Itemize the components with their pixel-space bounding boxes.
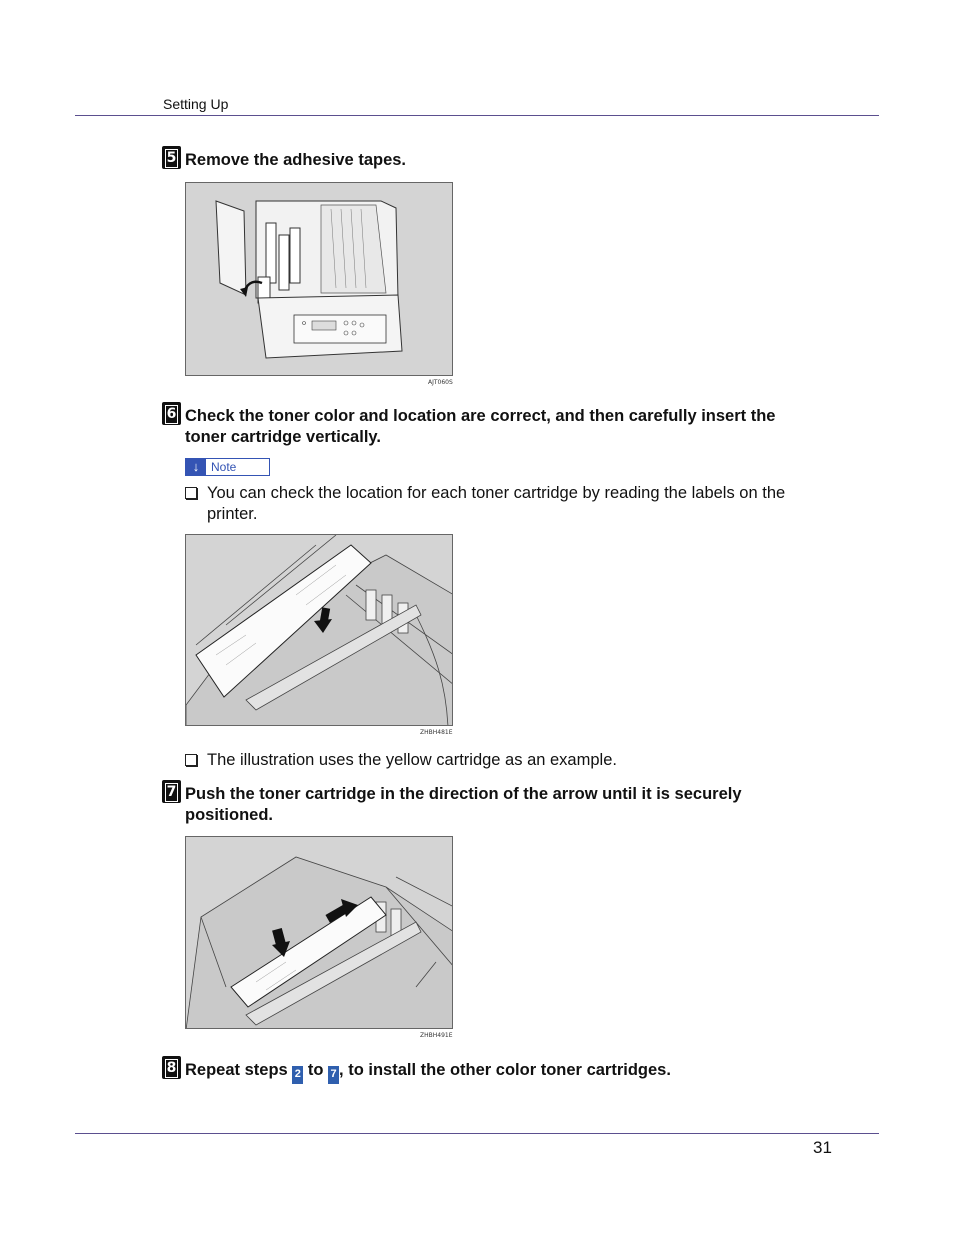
step-number-7: 7 [162,780,181,803]
step-7-text: Push the toner cartridge in the direction of the arrow until it is securely positioned. [185,785,742,824]
note-bullet-text: You can check the location for each toner cartridge by reading the labels on the printer. [207,484,786,523]
figure-code: ZHBH481E [420,729,453,736]
step-8-text: Repeat steps 2 to 7 , to install the other color toner cartridges. [185,1060,805,1084]
note-bullet-text: The illustration uses the yellow cartridge as an example. [207,751,617,769]
figure-code: ZHBH491E [420,1032,453,1039]
header-rule [75,115,879,116]
step-number-8: 8 [162,1056,181,1079]
step-5-text: Remove the adhesive tapes. [185,151,407,169]
note-header [185,458,270,476]
step-2-link[interactable]: 2 [292,1066,303,1084]
figure-code: AJT060S [428,379,453,386]
checkbox-bullet-icon [185,487,197,499]
step-number-5: 5 [162,146,181,169]
step-6-text: Check the toner color and location are correct, and then carefully insert the toner cartridge vertically. [185,407,776,446]
note-bullet [185,483,795,525]
footer-rule [75,1133,879,1134]
section-title: Setting Up [163,96,229,112]
page-number: 31 [813,1138,832,1157]
checkbox-bullet-icon [185,754,197,766]
figure-insert-cartridge [185,534,453,726]
note-label: Note [211,460,237,474]
step-number-6: 6 [162,402,181,425]
down-arrow-icon: ↓ [186,459,206,475]
note-bullet [185,750,795,771]
figure-remove-tapes [185,182,453,376]
step-7-link[interactable]: 7 [328,1066,339,1084]
figure-push-cartridge [185,836,453,1029]
